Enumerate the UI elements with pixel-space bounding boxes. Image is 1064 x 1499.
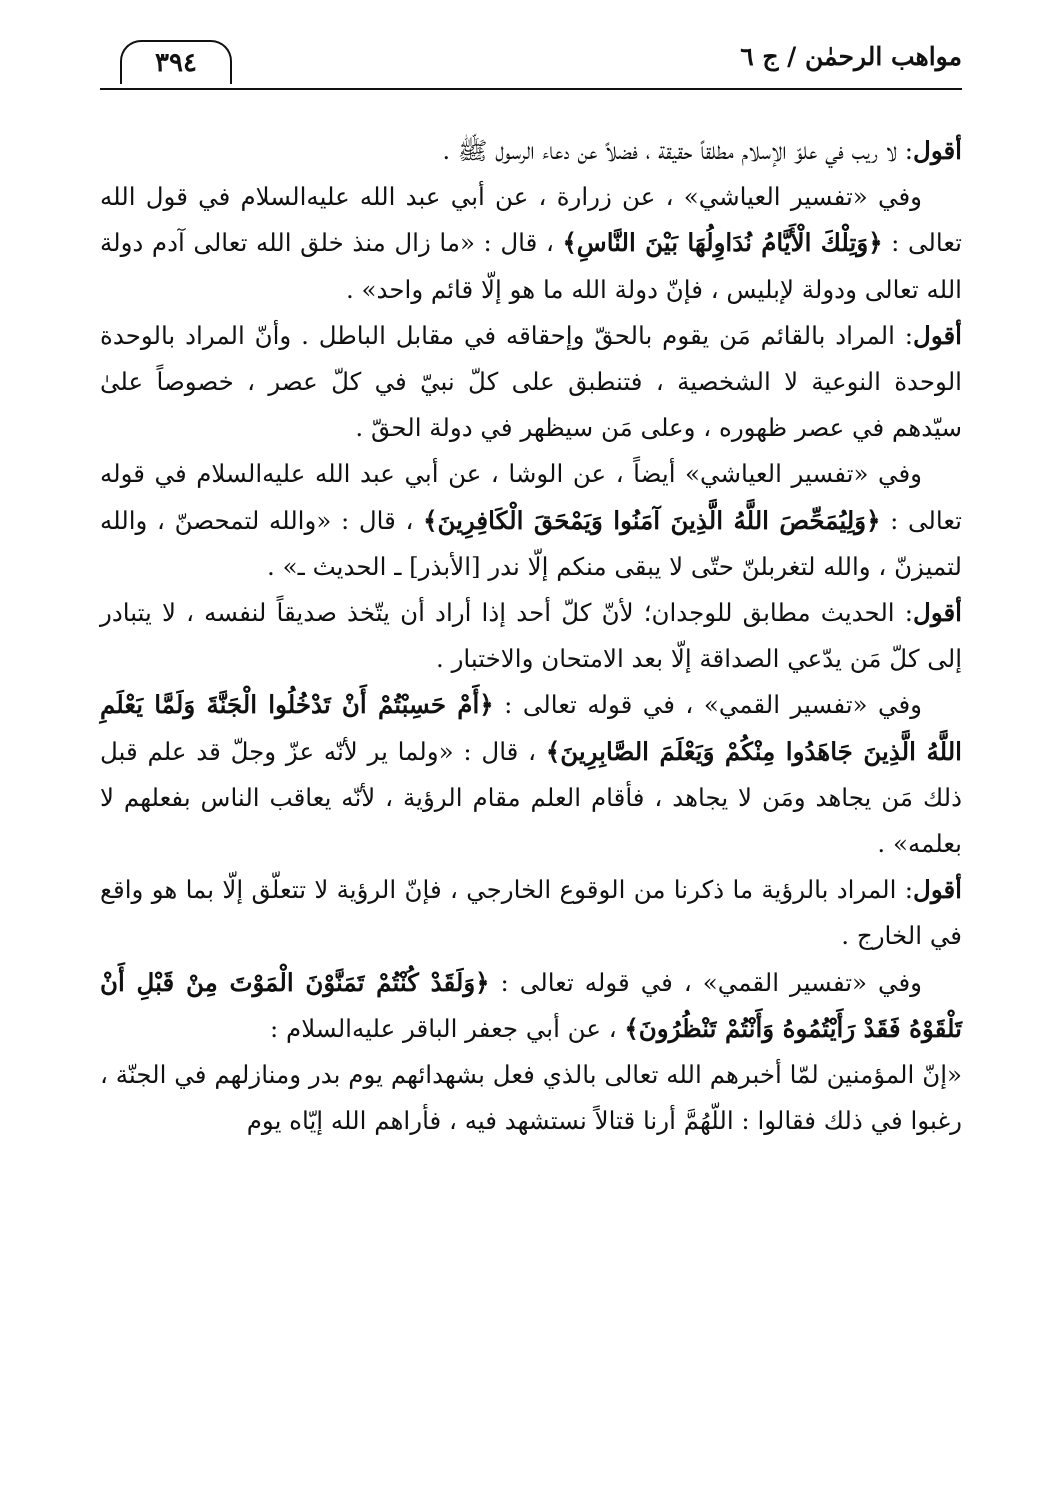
paragraph-hadith [100,1052,962,1144]
paragraph-text: ، قال : «والله لتمحصنّ ، والله لتميزنّ ، والله لتغربلنّ حتّى لا يبقى منكم إلّا ندر [الأبذر] ـ الحديث ـ» . [100,505,962,581]
paragraph-text: ، قال : «ما زال منذ خلق الله تعالى آدم دولة الله تعالى ودولة لإبليس ، فإنّ دولة الله ما هو إلّا قائم واحد» . [100,228,962,304]
quran-verse: ﴿وَلِيُمَحِّصَ اللَّهُ الَّذِينَ آمَنُوا وَيَمْحَقَ الْكَافِرِينَ﴾ [423,505,881,535]
running-title: مواهب الرحمٰن / ج ٦ [740,42,962,71]
paragraph-lead: أقول [913,136,962,165]
quran-verse: ﴿وَلَقَدْ كُنْتُمْ تَمَنَّوْنَ الْمَوْتَ مِنْ قَبْلِ أَنْ تَلْقَوْهُ فَقَدْ رَأَيْتُمُوهُ وَأَنْتُمْ تَنْظُرُونَ﴾ [100,967,962,1043]
paragraph-narration-1 [100,174,962,313]
paragraph-text: ، عن أبي جعفر الباقر عليه‌السلام : [270,1013,625,1043]
paragraph-text: ، قال : «ولما ير لأنّه عزّ وجلّ قد علم قبل ذلك مَن يجاهد ومَن لا يجاهد ، فأقام العلم مقام الرؤية ، لأنّه يعاقب الناس بفعلهم لا بعلمه» . [100,736,962,859]
quran-verse: ﴿وَتِلْكَ الْأَيَّامُ نُدَاوِلُهَا بَيْنَ النَّاسِ﴾ [562,228,883,258]
paragraph-lead: أقول [913,875,962,905]
page-header [100,34,962,94]
paragraph-text: : المراد بالرؤية ما ذكرنا من الوقوع الخارجي ، فإنّ الرؤية لا تتعلّق إلّا بما هو واقع في الخارج . [100,875,962,951]
paragraph-text: وفي «تفسير العياشي» ، عن زرارة ، عن أبي عبد الله عليه‌السلام في قول الله تعالى : [100,182,962,258]
paragraph-narration-2 [100,451,962,590]
paragraph-text: وفي «تفسير القمي» ، في قوله تعالى : [489,967,922,997]
paragraph-comment-4 [100,867,962,959]
paragraph-narration-4 [100,960,962,1052]
page-body [100,128,962,1144]
paragraph-comment-1 [100,128,962,174]
paragraph-lead: أقول [913,598,962,628]
page-number: ٣٩٤ [120,40,232,84]
quran-verse: ﴿أَمْ حَسِبْتُمْ أَنْ تَدْخُلُوا الْجَنَّةَ وَلَمَّا يَعْلَمِ اللَّهُ الَّذِينَ جَاهَدُوا مِنْكُمْ وَيَعْلَمَ الصَّابِرِينَ﴾ [100,690,962,766]
paragraph-text: : لا ريب في علوّ الإسلام مطلقاً حقيقة ، فضلاً عن دعاء الرسول ﷺ . [442,136,914,165]
paragraph-text: : المراد بالقائم مَن يقوم بالحقّ وإحقاقه في مقابل الباطل . وأنّ المراد بالوحدة الوحدة النوعية لا الشخصية ، فتنطبق على كلّ نبيّ في كلّ عصر ، خصوصاً علىٰ سيّدهم في عصر ظهوره ، وعلى مَن سيظهر في دولة الحقّ . [100,320,962,443]
paragraph-text: وفي «تفسير العياشي» أيضاً ، عن الوشا ، عن أبي عبد الله عليه‌السلام في قوله تعالى : [100,459,962,535]
paragraph-narration-3 [100,682,962,867]
paragraph-lead: أقول [913,320,962,350]
paragraph-text: : الحديث مطابق للوجدان؛ لأنّ كلّ أحد إذا أراد أن يتّخذ صديقاً لنفسه ، لا يتبادر إلى كلّ مَن يدّعي الصداقة إلّا بعد الامتحان والاختبار . [100,598,962,674]
header-rule [100,88,962,90]
paragraph-text: «إنّ المؤمنين لمّا أخبرهم الله تعالى بالذي فعل بشهدائهم يوم بدر ومنازلهم في الجنّة ، رغبوا في ذلك فقالوا : اللّهُمَّ أرنا قتالاً نستشهد فيه ، فأراهم الله إيّاه يوم [100,1060,962,1136]
paragraph-comment-2 [100,313,962,452]
paragraph-comment-3 [100,590,962,682]
paragraph-text: وفي «تفسير القمي» ، في قوله تعالى : [493,690,922,720]
